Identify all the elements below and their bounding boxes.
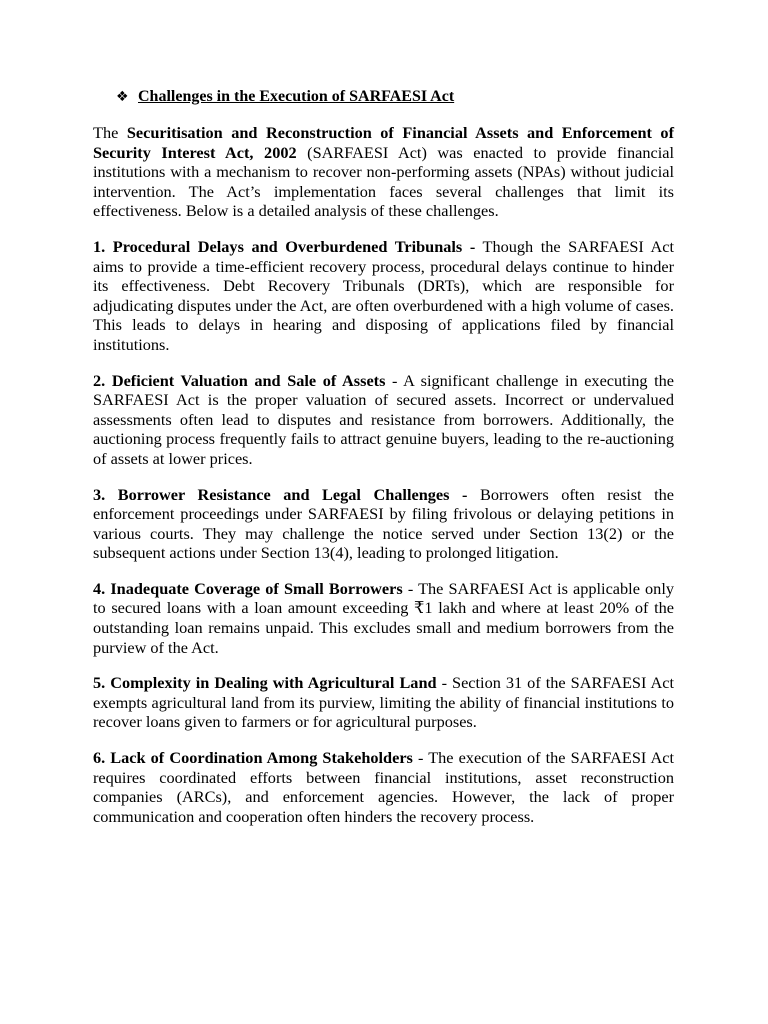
challenge-text: Though the SARFAESI Act aims to provide a time-efficient recovery process, procedural delays continue to hinder its effectiveness. Debt Recovery Tribunals (DRTs), which are responsible for adjudicating disputes under the Act, are often overburdened with a high volume of cases. This leads to delays in hearing and disposing of applications filed by financial institutions. [93, 236, 674, 354]
challenge-heading: 6. Lack of Coordination Among Stakeholders [93, 748, 413, 768]
intro-text: (SARFAESI Act) was enacted to provide financial institutions with a mechanism to recover non-performing assets (NPAs) without judicial intervention. The Act’s implementation faces several challenges that limit its effectiveness. Below is a detailed analysis of these challenges. [93, 142, 674, 221]
challenge-paragraph-4 [93, 579, 674, 657]
challenge-heading: 5. Complexity in Dealing with Agricultural Land [93, 673, 437, 693]
document-body [93, 123, 674, 842]
challenge-heading: 2. Deficient Valuation and Sale of Assets [93, 370, 386, 390]
challenge-paragraph-1 [93, 237, 674, 355]
section-heading [116, 86, 454, 108]
section-title: Challenges in the Execution of SARFAESI Act [138, 88, 455, 105]
challenge-paragraph-5 [93, 673, 674, 732]
challenge-text: - Section 31 of the SARFAESI Act exempts agricultural land from its purview, limiting the ability of financial institutions to recover loans given to farmers or for agricultural purposes. [93, 673, 674, 732]
challenge-text: - The execution of the SARFAESI Act requires coordinated efforts between financial institutions, asset reconstruction companies (ARCs), and enforcement agencies. However, the lack of proper communication and cooperation often hinders the recovery process. [93, 748, 674, 826]
diamond-bullet-icon: ❖ [116, 89, 129, 105]
challenge-heading: 1. Procedural Delays and Overburdened Tribunals - [93, 236, 476, 256]
challenge-text: Borrowers often resist the enforcement proceedings under SARFAESI by filing frivolous or delaying petitions in various courts. They may challenge the notice served under Section 13(2) or the subsequent actions under Section 13(4), leading to prolonged litigation. [93, 484, 674, 563]
challenge-text: - A significant challenge in executing the SARFAESI Act is the proper valuation of secured assets. Incorrect or undervalued assessments often lead to disputes and resistance from borrowers. Additionally, the auctioning process frequently fails to attract genuine buyers, leading to the re-auctioning of assets at lower prices. [93, 370, 674, 468]
challenge-heading: 3. Borrower Resistance and Legal Challenges - [93, 484, 468, 504]
intro-prefix: The [93, 123, 127, 142]
challenge-text: - The SARFAESI Act is applicable only to secured loans with a loan amount exceeding ₹1 lakh and where at least 20% of the outstanding loan remains unpaid. This excludes small and medium borrowers from the purview of the Act. [93, 578, 674, 657]
challenge-paragraph-3 [93, 485, 674, 563]
intro-paragraph [93, 123, 674, 221]
act-full-name: Securitisation and Reconstruction of Financial Assets and Enforcement of Security Interest Act, 2002 [93, 123, 674, 162]
challenge-heading: 4. Inadequate Coverage of Small Borrowers [93, 578, 403, 598]
challenge-paragraph-6 [93, 748, 674, 826]
challenge-paragraph-2 [93, 371, 674, 469]
